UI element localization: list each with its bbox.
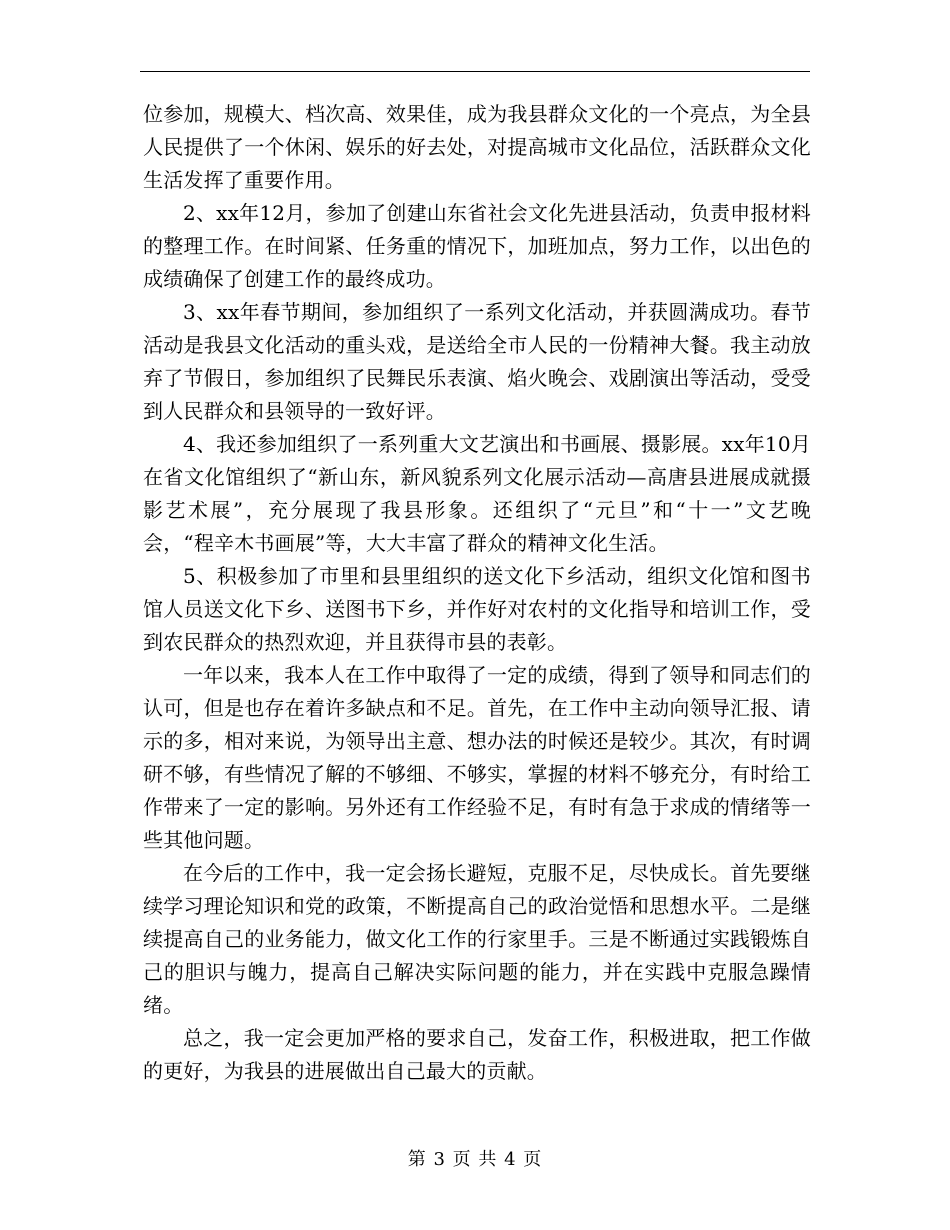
paragraph-item-2: 2、xx年12月，参加了创建山东省社会文化先进县活动，负责申报材料的整理工作。在时间紧、任务重的情况下，加班加点，努力工作，以出色的成绩确保了创建工作的最终成功。 (143, 201, 811, 291)
paragraph-continuation: 位参加，规模大、档次高、效果佳，成为我县群众文化的一个亮点，为全县人民提供了一个休闲、娱乐的好去处，对提高城市文化品位，活跃群众文化生活发挥了重要作用。 (143, 102, 811, 192)
paragraph-item-3: 3、xx年春节期间，参加组织了一系列文化活动，并获圆满成功。春节活动是我县文化活动的重头戏，是送给全市人民的一份精神大餐。我主动放弃了节假日，参加组织了民舞民乐表演、焰火晚会、戏剧演出等活动，受受到人民群众和县领导的一致好评。 (143, 300, 811, 423)
paragraph-future-plans: 在今后的工作中，我一定会扬长避短，克服不足，尽快成长。首先要继续学习理论知识和党的政策，不断提高自己的政治觉悟和思想水平。二是继续提高自己的业务能力，做文化工作的行家里手。三是不断通过实践锻炼自己的胆识与魄力，提高自己解决实际问题的能力，并在实践中克服急躁情绪。 (143, 861, 811, 1017)
page-number-footer: 第 3 页 共 4 页 (407, 1149, 543, 1170)
paragraph-item-4: 4、我还参加组织了一系列重大文艺演出和书画展、摄影展。xx年10月在省文化馆组织了“新山东，新风貌系列文化展示活动—高唐县进展成就摄影艺术展”，充分展现了我县形象。还组织了“元旦”和“十一”文艺晚会，“程辛木书画展”等，大大丰富了群众的精神文化生活。 (143, 432, 811, 555)
paragraph-shortcomings: 一年以来，我本人在工作中取得了一定的成绩，得到了领导和同志们的认可，但是也存在着许多缺点和不足。首先，在工作中主动向领导汇报、请示的多，相对来说，为领导出主意、想办法的时候还是较少。其次，有时调研不够，有些情况了解的不够细、不够实，掌握的材料不够充分，有时给工作带来了一定的影响。另外还有工作经验不足，有时有急于求成的情绪等一些其他问题。 (143, 663, 811, 852)
paragraph-conclusion: 总之，我一定会更加严格的要求自己，发奋工作，积极进取，把工作做的更好，为我县的进展做出自己最大的贡献。 (143, 1026, 811, 1083)
document-body (143, 98, 811, 1088)
paragraph-item-5: 5、积极参加了市里和县里组织的送文化下乡活动，组织文化馆和图书馆人员送文化下乡、送图书下乡，并作好对农村的文化指导和培训工作，受到农民群众的热烈欢迎，并且获得市县的表彰。 (143, 564, 811, 654)
header-rule (140, 71, 810, 72)
